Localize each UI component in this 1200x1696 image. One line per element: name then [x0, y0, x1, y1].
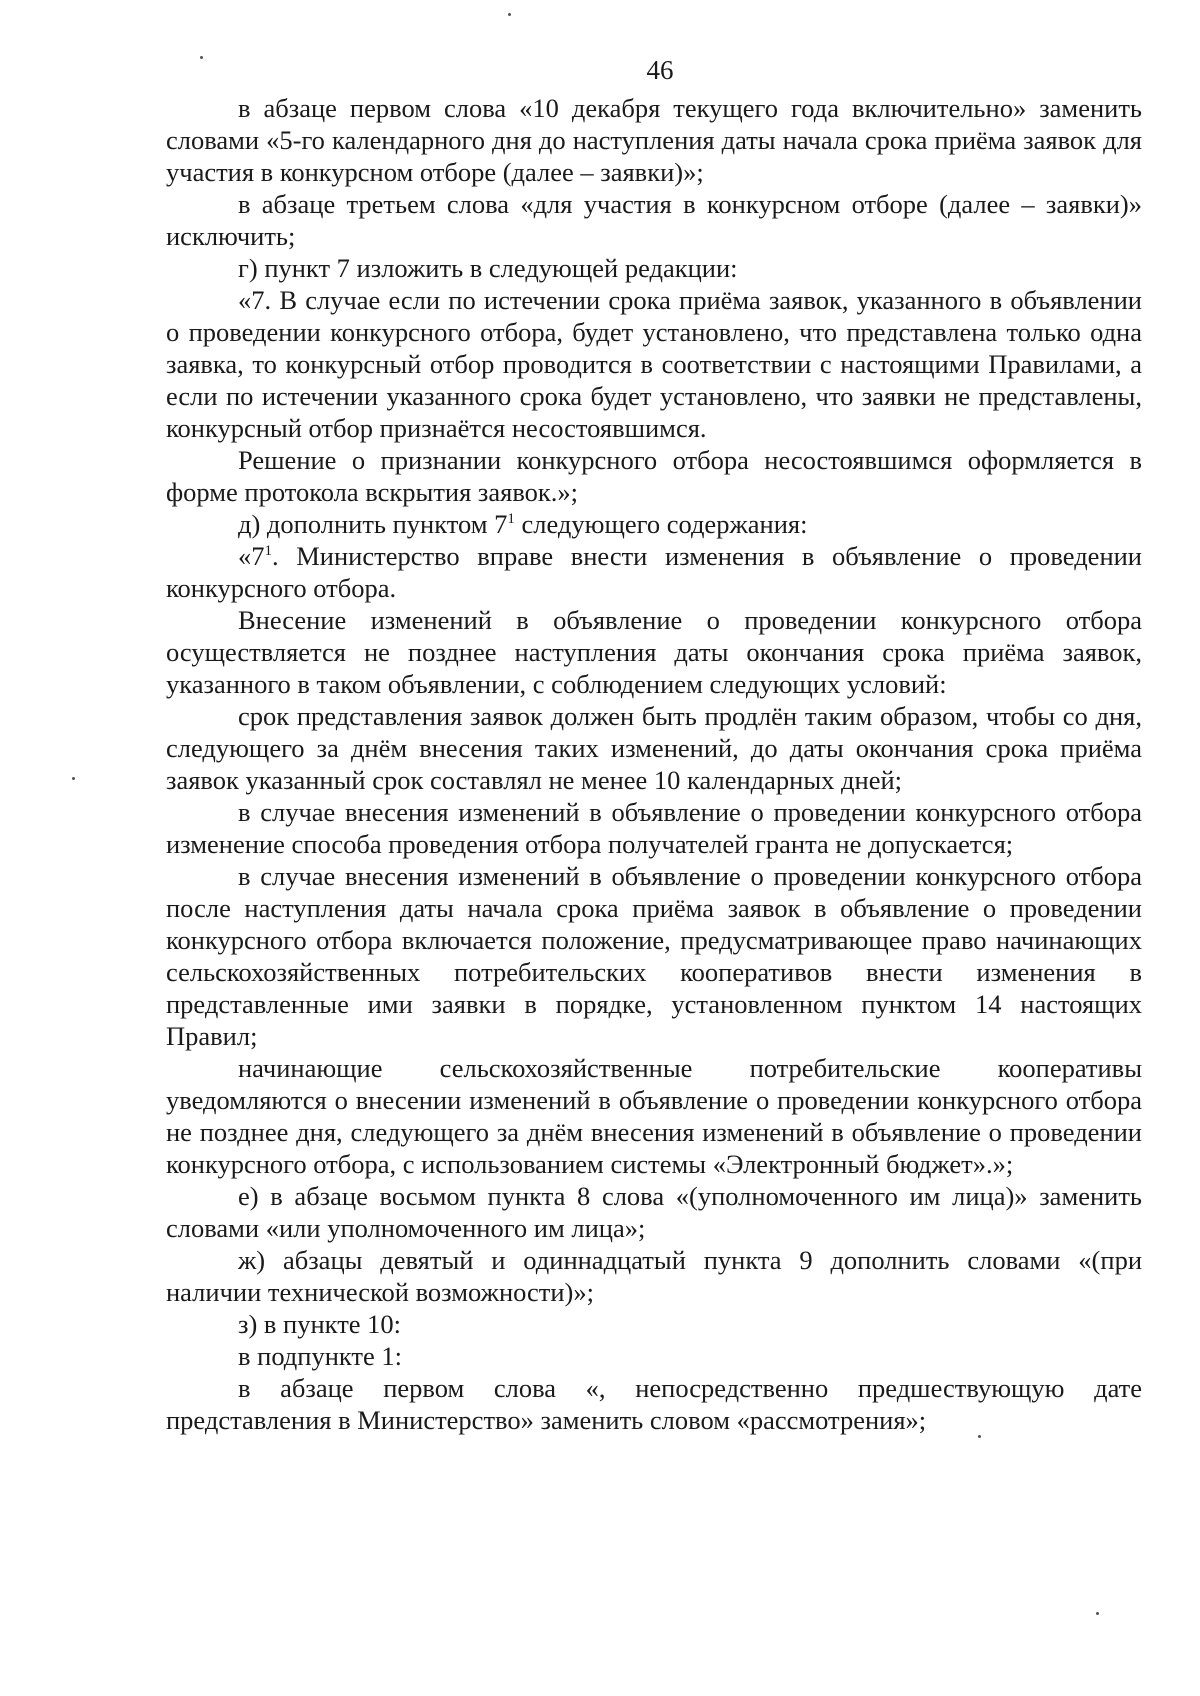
paragraph: е) в абзаце восьмом пункта 8 слова «(уполномоченного им лица)» заменить словами «или уполномоченного им лица»;	[166, 1181, 1142, 1243]
paragraph: в абзаце первом слова «, непосредственно предшествующую дате представления в Министерство» заменить словом «рассмотрения»;	[166, 1373, 1142, 1435]
paragraph: в абзаце первом слова «10 декабря текущего года включительно» заменить словами «5-го календарного дня до наступления даты начала срока приёма заявок для участия в конкурсном отборе (далее – заявки)»;	[166, 93, 1142, 187]
paragraph-text: д) дополнить пунктом 7	[238, 509, 508, 539]
paragraph: «7. В случае если по истечении срока приёма заявок, указанного в объявлении о проведении конкурсного отбора, будет установлено, что представлена только одна заявка, то конкурсный отбор проводится в соответствии с настоящими Правилами, а если по истечении указанного срока будет установлено, что заявки не представлены, конкурсный отбор признаётся несостоявшимся.	[166, 285, 1142, 443]
paragraph-text: следующего содержания:	[514, 509, 808, 539]
paragraph: в случае внесения изменений в объявление о проведении конкурсного отбора изменение способа проведения отбора получателей гранта не допускается;	[166, 797, 1142, 859]
paragraph	[166, 540, 1142, 604]
scan-speck	[978, 1435, 981, 1438]
paragraph	[166, 508, 1142, 540]
paragraph: г) пункт 7 изложить в следующей редакции:	[238, 253, 738, 283]
paragraph: з) в пункте 10:	[238, 1309, 402, 1339]
paragraph: Внесение изменений в объявление о проведении конкурсного отбора осуществляется не позднее наступления даты окончания срока приёма заявок, указанного в таком объявлении, с соблюдением следующих условий:	[166, 605, 1142, 699]
scan-speck	[200, 56, 203, 59]
paragraph: начинающие сельскохозяйственные потребительские кооперативы уведомляются о внесении изменений в объявление о проведении конкурсного отбора не позднее дня, следующего за днём внесения изменений в объявление о проведении конкурсного отбора, с использованием системы «Электронный бюджет».»;	[166, 1053, 1142, 1179]
superscript: 1	[264, 543, 272, 560]
scan-speck	[508, 13, 511, 16]
paragraph: срок представления заявок должен быть продлён таким образом, чтобы со дня, следующего за днём внесения таких изменений, до даты окончания срока приёма заявок указанный срок составлял не менее 10 календарных дней;	[166, 701, 1142, 795]
superscript: 1	[507, 511, 515, 528]
paragraph: в подпункте 1:	[238, 1341, 403, 1371]
scan-speck	[1096, 1612, 1099, 1615]
paragraph: Решение о признании конкурсного отбора несостоявшимся оформляется в форме протокола вскрытия заявок.»;	[166, 445, 1142, 507]
scan-speck	[72, 777, 75, 780]
document-page	[166, 0, 1142, 1436]
paragraph-text: «7	[238, 541, 265, 571]
paragraph: в абзаце третьем слова «для участия в конкурсном отборе (далее – заявки)» исключить;	[166, 189, 1142, 251]
paragraph: в случае внесения изменений в объявление о проведении конкурсного отбора после наступления даты начала срока приёма заявок в объявление о проведении конкурсного отбора включается положение, предусматривающее право начинающих сельскохозяйственных потребительских кооперативов внести изменения в представленные ими заявки в порядке, установленном пунктом 14 настоящих Правил;	[166, 861, 1142, 1051]
page-number: 46	[646, 55, 674, 85]
paragraph: ж) абзацы девятый и одиннадцатый пункта 9 дополнить словами «(при наличии технической возможности)»;	[166, 1245, 1142, 1307]
paragraph-text: . Министерство вправе внести изменения в объявление о проведении конкурсного отбора.	[166, 541, 1142, 603]
